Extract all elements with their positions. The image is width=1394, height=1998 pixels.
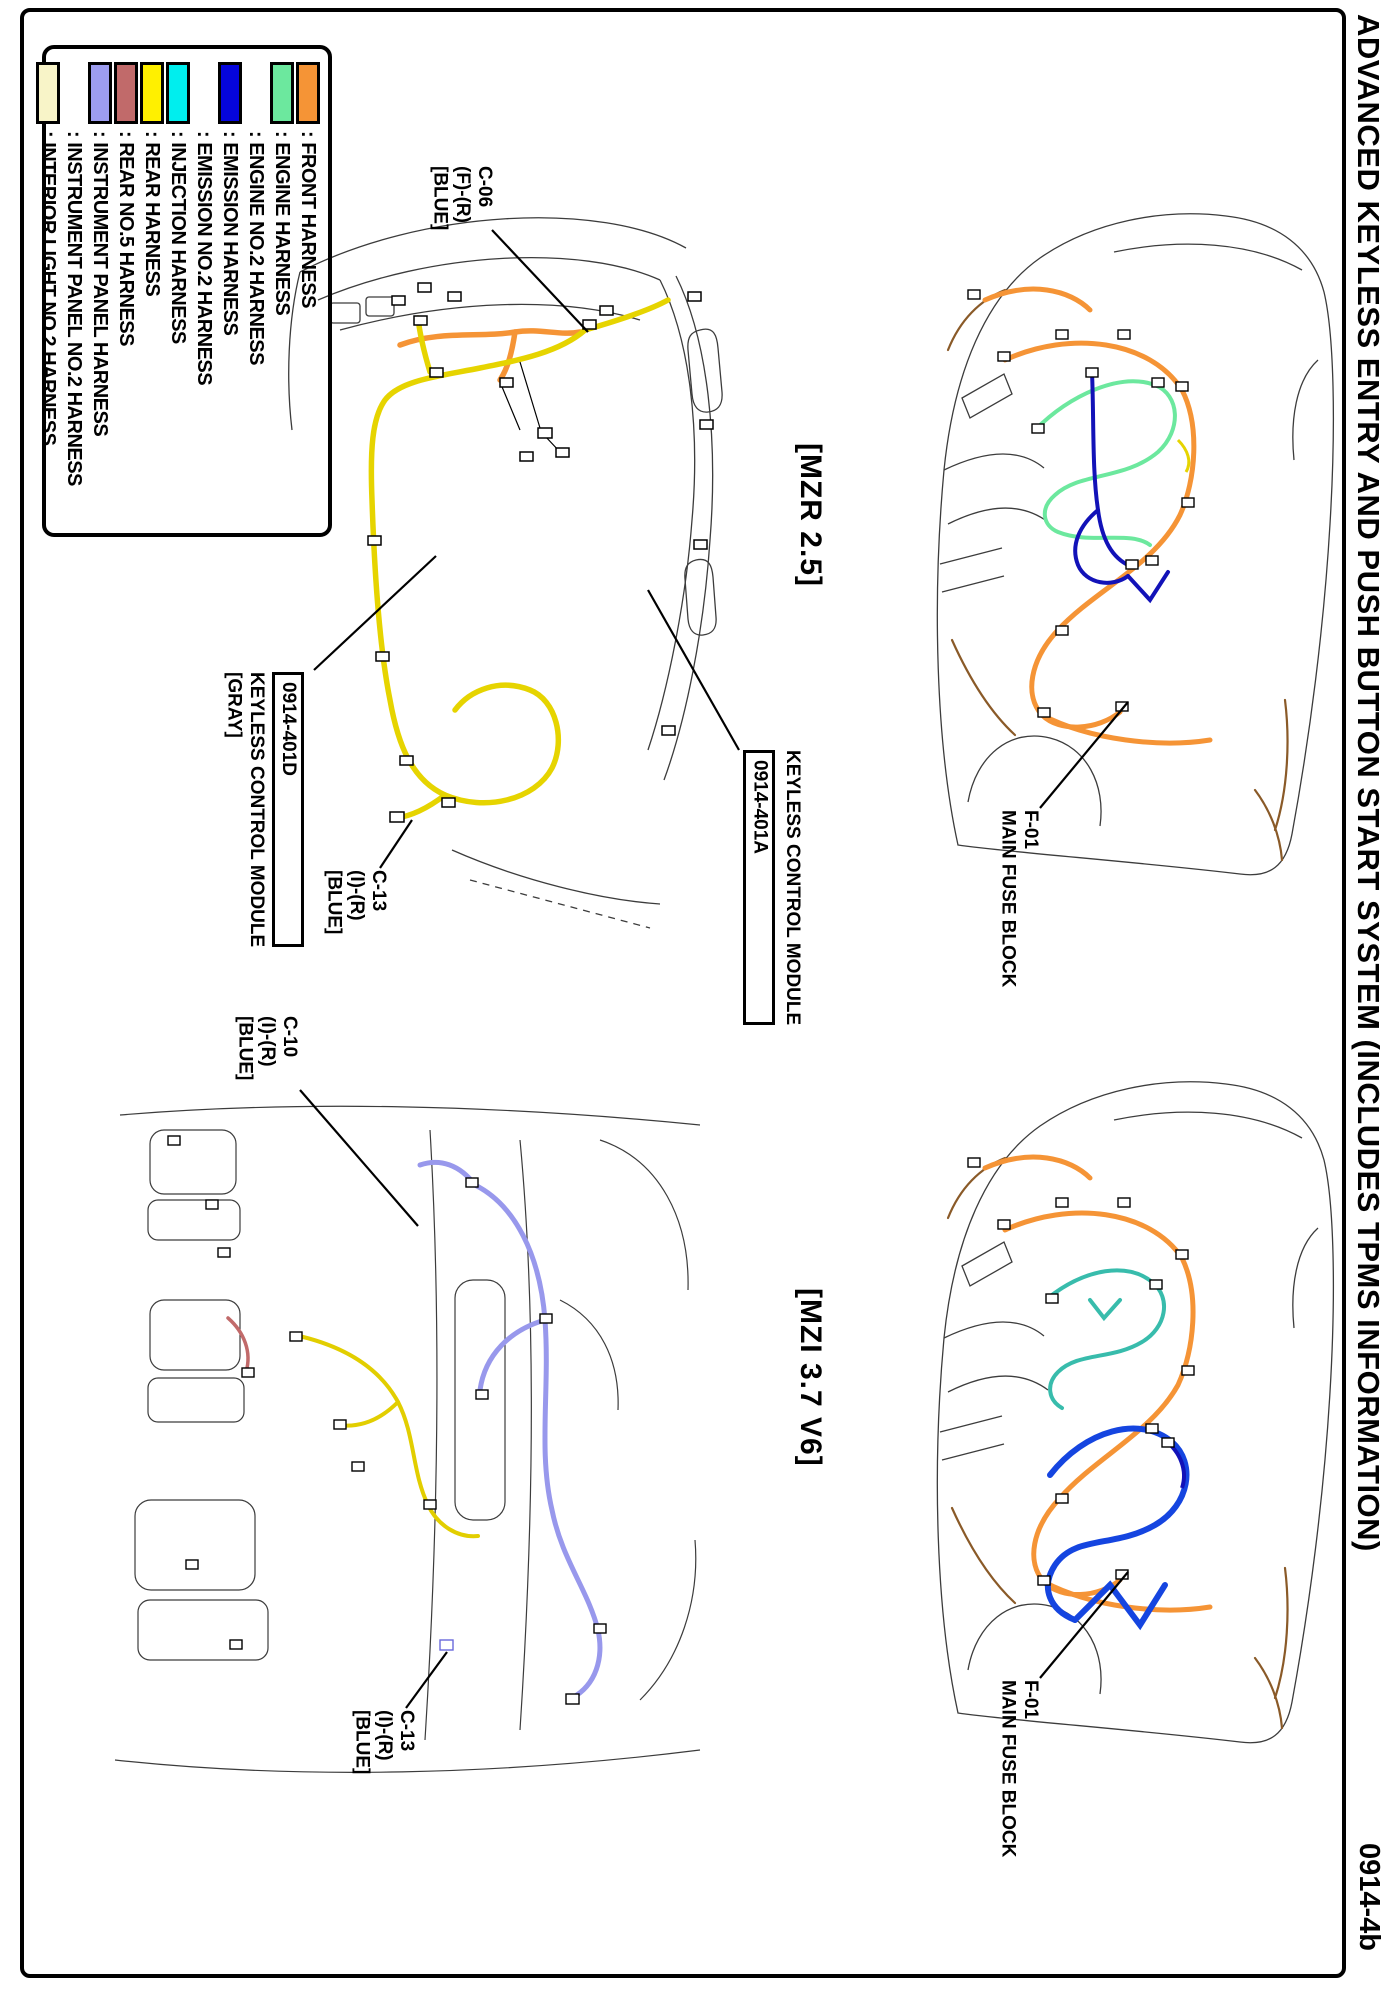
engine-variant-mzi: [MZI 3.7 V6] bbox=[794, 1288, 827, 1467]
legend-label: : ENGINE HARNESS bbox=[271, 131, 293, 316]
legend-color-swatch bbox=[166, 62, 190, 124]
legend-entry bbox=[244, 62, 267, 527]
connector-label-c06 bbox=[428, 166, 495, 230]
legend-entry bbox=[62, 62, 85, 527]
keyless-module-label-401d bbox=[222, 672, 309, 947]
legend-label: : INSTRUMENT PANEL NO.2 HARNESS bbox=[63, 131, 85, 486]
legend-label: : REAR HARNESS bbox=[141, 131, 163, 297]
connector-ends: (I)-(R) bbox=[256, 1016, 278, 1067]
connector-id: C-13 bbox=[368, 870, 390, 912]
legend-entry bbox=[192, 62, 215, 527]
legend-color-swatch bbox=[296, 62, 320, 124]
fuse-block-label-mzi bbox=[996, 1680, 1041, 1857]
connector-color: [BLUE] bbox=[323, 870, 345, 935]
connector-label-c13-mzi bbox=[350, 1710, 417, 1774]
engine-variant-mzr: [MZR 2.5] bbox=[794, 443, 827, 587]
mzr-keyless-diagram bbox=[289, 218, 722, 928]
legend-color-swatch bbox=[270, 62, 294, 124]
keyless-module-label-401a bbox=[738, 750, 803, 1025]
legend-color-swatch bbox=[88, 62, 112, 124]
connector-ends: (I)-(R) bbox=[345, 870, 367, 921]
connector-label-c13-mzr bbox=[322, 870, 389, 934]
harness-color-legend bbox=[37, 45, 332, 537]
fuse-block-name: MAIN FUSE BLOCK bbox=[997, 810, 1019, 988]
legend-label: : ENGINE NO.2 HARNESS bbox=[245, 131, 267, 365]
legend-label: : INSTRUMENT PANEL HARNESS bbox=[89, 131, 111, 437]
legend-color-swatch bbox=[36, 62, 60, 124]
mzi-interior-diagram bbox=[115, 1106, 700, 1775]
component-name: KEYLESS CONTROL MODULE bbox=[781, 750, 803, 1026]
mzi-fuse-block-diagram bbox=[937, 1082, 1333, 1743]
page-number: 0914-4b bbox=[1353, 1843, 1385, 1952]
legend-color-swatch bbox=[140, 62, 164, 124]
legend-label: : FRONT HARNESS bbox=[297, 131, 319, 308]
legend-entry bbox=[36, 62, 59, 527]
connector-id: C-13 bbox=[396, 1710, 418, 1752]
legend-entry bbox=[114, 62, 137, 527]
mzr-fuse-block-diagram bbox=[937, 214, 1333, 875]
legend-label: : EMISSION HARNESS bbox=[219, 131, 241, 336]
connector-ends: (I)-(R) bbox=[373, 1710, 395, 1761]
legend-label: : INJECTION HARNESS bbox=[167, 131, 189, 344]
fuse-block-id: F-01 bbox=[1019, 810, 1041, 850]
connector-id: C-06 bbox=[474, 166, 496, 208]
fuse-block-id: F-01 bbox=[1019, 1680, 1041, 1720]
legend-entry bbox=[296, 62, 319, 527]
component-name: KEYLESS CONTROL MODULE bbox=[245, 672, 267, 948]
legend-label: : INTERIOR LIGHT NO.2 HARNESS bbox=[37, 131, 59, 446]
connector-color: [BLUE] bbox=[429, 166, 451, 231]
reference-code: 0914-401D bbox=[272, 672, 304, 947]
legend-entry bbox=[140, 62, 163, 527]
fuse-block-label-mzr bbox=[996, 810, 1041, 987]
legend-entry bbox=[88, 62, 111, 527]
connector-ends: (F)-(R) bbox=[451, 166, 473, 223]
reference-code: 0914-401A bbox=[743, 750, 775, 1025]
legend-entry bbox=[270, 62, 293, 527]
legend-label: : REAR NO.5 HARNESS bbox=[115, 131, 137, 346]
legend-color-swatch bbox=[218, 62, 242, 124]
fuse-block-name: MAIN FUSE BLOCK bbox=[997, 1680, 1019, 1858]
connector-color: [BLUE] bbox=[234, 1016, 256, 1081]
component-color: [GRAY] bbox=[223, 672, 245, 738]
legend-entry bbox=[166, 62, 189, 527]
legend-label: : EMISSION NO.2 HARNESS bbox=[193, 131, 215, 386]
legend-entry bbox=[218, 62, 241, 527]
page-title: ADVANCED KEYLESS ENTRY AND PUSH BUTTON START SYSTEM (INCLUDES TPMS INFORMATION) bbox=[1351, 14, 1386, 1552]
legend-color-swatch bbox=[114, 62, 138, 124]
connector-label-c10 bbox=[233, 1016, 300, 1080]
connector-id: C-10 bbox=[279, 1016, 301, 1058]
connector-color: [BLUE] bbox=[351, 1710, 373, 1775]
